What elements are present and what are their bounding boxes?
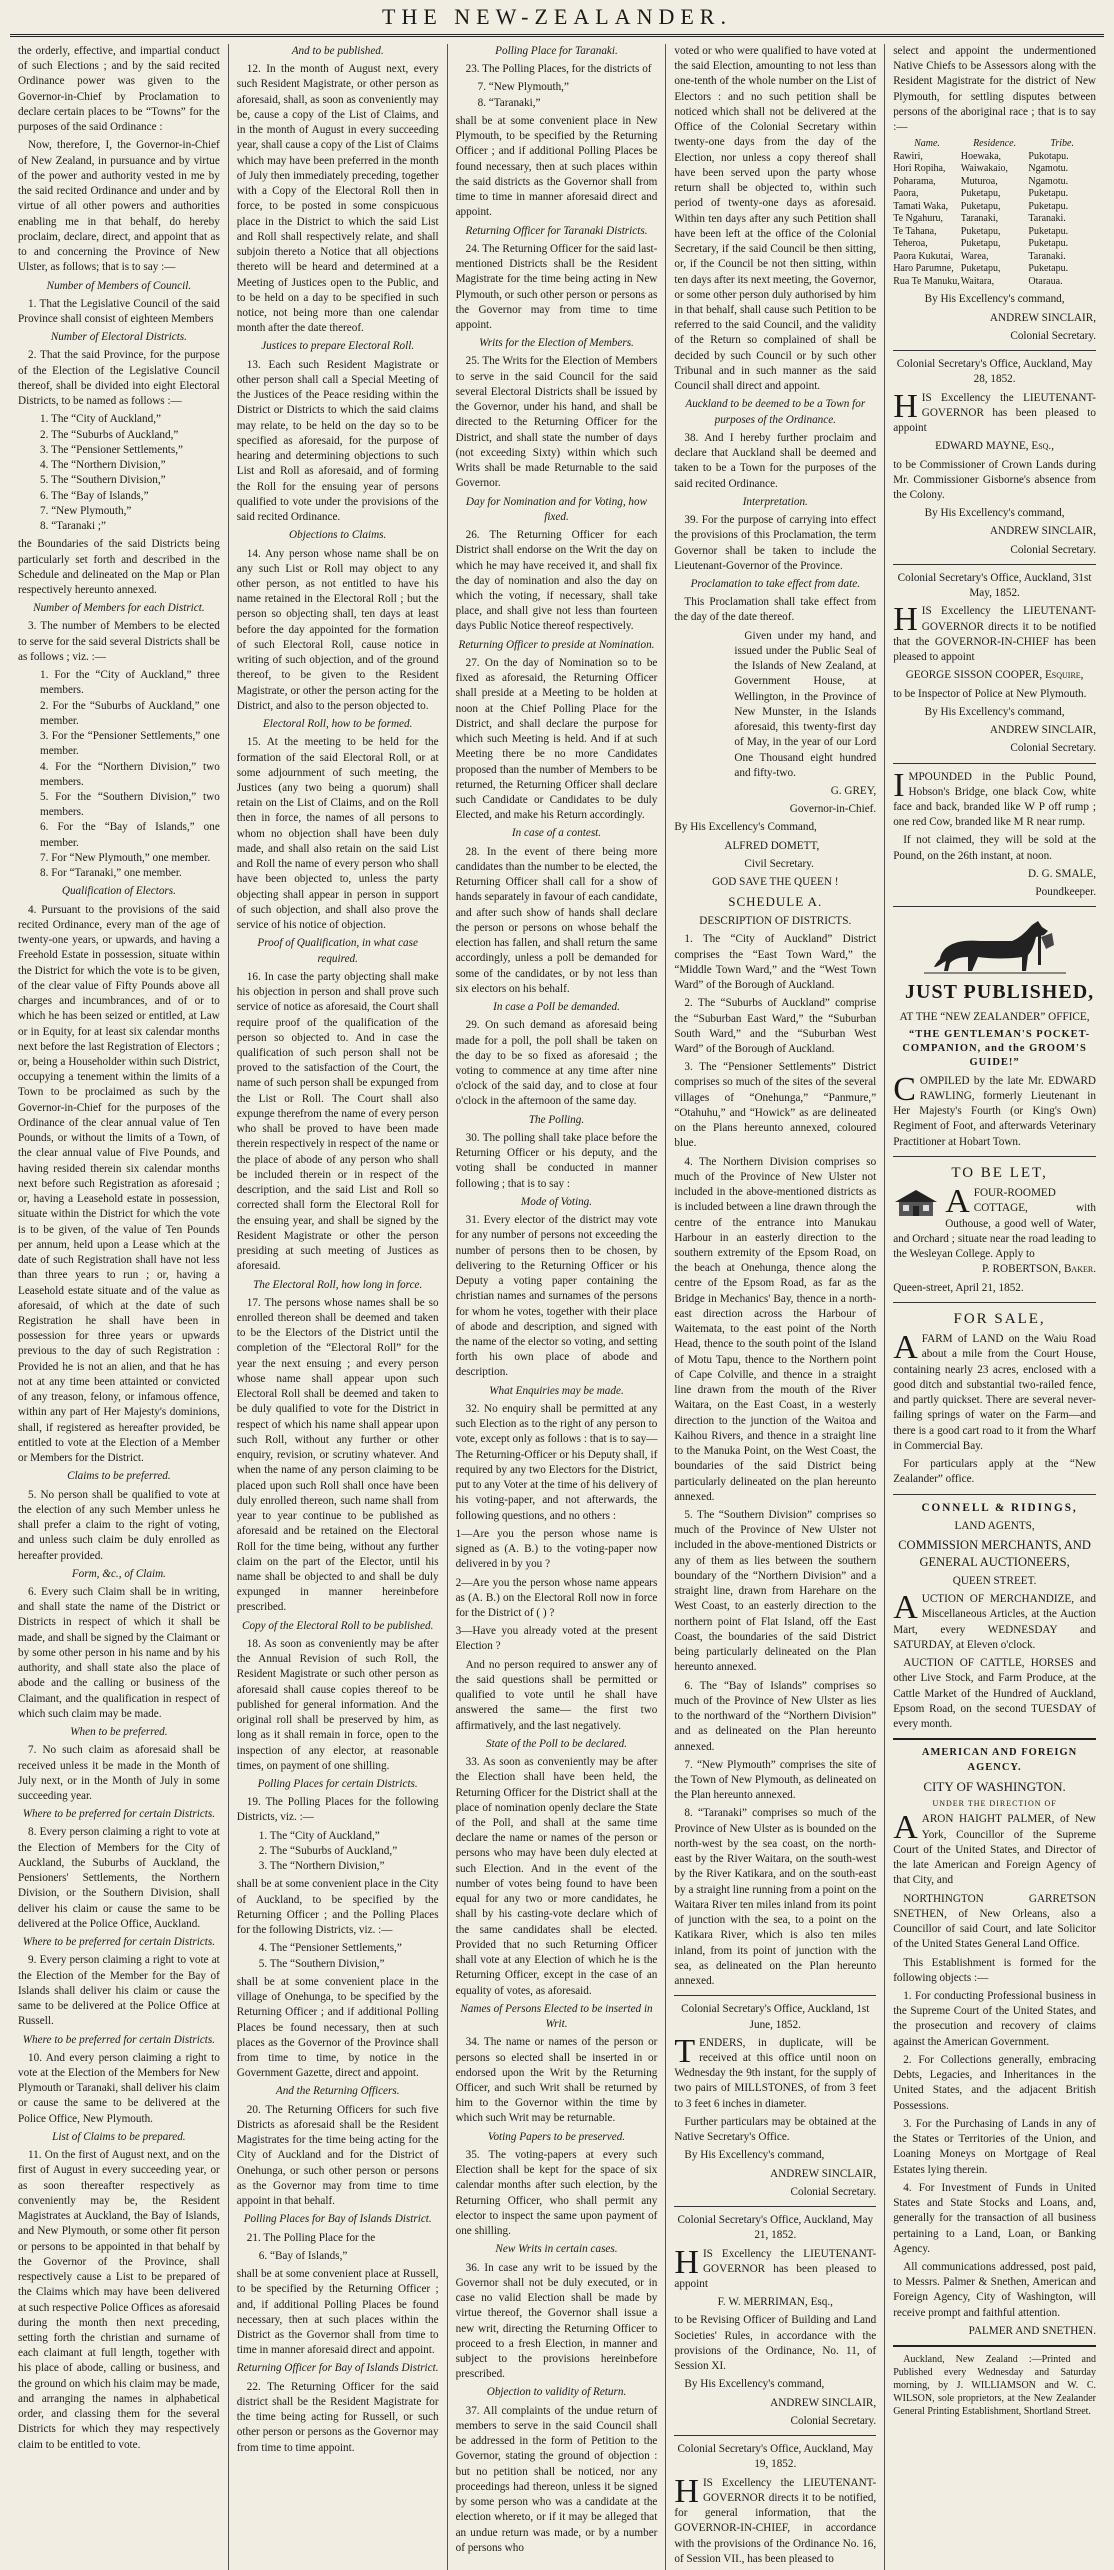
section-heading: List of Claims to be prepared. <box>52 2130 186 2143</box>
list-item: 2. The “Suburbs of Auckland,” <box>258 1844 398 1857</box>
signature: D. G. SMALE, <box>1027 867 1096 880</box>
table-header: Tribe. <box>1050 138 1074 150</box>
paragraph: 1. The “City of Auckland” District comprises the “East Town Ward,” the “Middle Town Ward,” and the “West Town Ward” of the Borough of Auckland. <box>674 933 877 992</box>
paragraph: 32. No enquiry shall be permitted at any such Election as to the right of any person to vote, except only as follows : that is to say— The Returning-Officer or his Deputy shall, if required by any two Electors for the District, put to any Voter at the time of his delivery of his voting-paper, and not afterwards, the following questions, and no others : <box>455 1402 658 1522</box>
list-item: 3. For the “Pensioner Settlements,” one member. <box>40 730 220 758</box>
paragraph: 4. For Investment of Funds in United States and State Stocks and Loans, and, generally for the transaction of all business pertaining to a Land, Loan, or Banking Agency. <box>893 2181 1096 2255</box>
paragraph: AUCTION OF CATTLE, HORSES and other Live Stock, and Farm Produce, at the Cattle Market of the Hundred of Auckland, Epsom Road, on the second TUESDAY of every month. <box>893 1657 1096 1731</box>
paragraph: This Proclamation shall take effect from the day of the date thereof. <box>674 596 877 624</box>
paragraph: 7. No such claim as aforesaid shall be received unless it be made in the Month of July next, or in the Month of July in some succeeding year. <box>18 1744 220 1803</box>
list-item: 8. For “Taranaki,” one member. <box>40 867 182 880</box>
section-heading: Where to be preferred for certain Districts. <box>22 1936 216 1949</box>
book-title: “THE GENTLEMAN'S POCKET-COMPANION, and the GROOM'S GUIDE!” <box>902 1028 1091 1069</box>
ad-subtitle: LAND AGENTS, <box>954 1519 1035 1532</box>
paragraph: 36. In case any writ to be issued by the Governor shall not be duly executed, or in case no valid Election shall be made by virtue thereof, the Governor shall issue a new writ, directing the Returning Officer to proceed to a fresh Election, in manner and subject to the provisions hereinbefore prescribed. <box>455 2261 658 2381</box>
notice-body <box>674 2243 877 2293</box>
notice-text: OMPILED by the late Mr. EDWARD RAWLING, formerly Lieutenant in Her Majesty's Fourth (or King's Own) Regiment of Foot, and afterwards Veterinary Practitioner at Hobart Town. <box>893 1074 1096 1148</box>
signature-title: Poundkeeper. <box>1035 886 1096 899</box>
paragraph: By His Excellency's command, <box>924 293 1065 306</box>
table-cell: Haro Parumne, <box>893 263 954 275</box>
column-3 <box>448 44 667 2570</box>
notice-body <box>893 1070 1096 1150</box>
signature: ALFRED DOMETT, <box>724 839 820 852</box>
paragraph: Further particulars may be obtained at the Native Secretary's Office. <box>674 2115 877 2144</box>
table-cell: Hori Ropiha, <box>893 163 946 175</box>
notice-heading: Colonial Secretary's Office, Auckland, May 28, 1852. <box>896 358 1093 386</box>
paragraph: And no person required to answer any of the said questions shall be permitted or qualified to vote until he shall have answered the same— the first two affirmatively, and the last negatively. <box>455 1658 658 1732</box>
column-1 <box>10 44 229 2570</box>
table-header: Residence. <box>973 138 1017 150</box>
signature: G. GREY, <box>830 785 877 798</box>
table-cell: Otaraua. <box>1028 275 1063 287</box>
list-item: 2. The “Suburbs of Auckland,” <box>40 428 179 441</box>
polling-list <box>237 1941 439 1971</box>
ad-date: Queen-street, April 21, 1852. <box>893 1281 1024 1294</box>
notice-body <box>893 1329 1096 1454</box>
paragraph: 3. The number of Members to be elected to serve for the said several Districts shall be as follows ; viz. :— <box>18 620 220 663</box>
paragraph: 14. Any person whose name shall be on any such List or Roll may object to any other person, as not entitled to have his name retained in the Electoral Roll ; but the person so objecting shall, ten days at least before the day appointed for the formation of such Electoral Roll, cause notice in writing of such objection, and of the ground thereof, to be given to the Resident Magistrate, or other the person acting for the District, and also to the person objected to. <box>236 547 439 712</box>
notice-text: IS Excellency the LIEUTENANT-GOVERNOR has been pleased to appoint <box>893 391 1096 435</box>
paragraph: 37. All complaints of the undue return of members to serve in the said Council shall be addressed in the form of Petition to the Governor, stating the ground of objection : but no petition shall be noticed, nor any proceedings had thereon, unless it be signed by some person who was a candidate at the election whereto, or if it may be alleged that an undue return was made, or by a number of persons who <box>455 2404 658 2554</box>
table-cell: Taranaki, <box>960 213 999 225</box>
table-cell: Puketapu. <box>1028 263 1069 275</box>
table-cell: Te Ngahuru, <box>893 213 944 225</box>
table-cell: Puketapu. <box>1028 188 1069 200</box>
appointee-name: EDWARD MAYNE, Esq., <box>935 440 1055 453</box>
paragraph: 2. That the said Province, for the purpose of the Election of the Legislative Council thereof, shall be divided into eight Electoral Districts, to be named as follows :— <box>18 349 220 408</box>
notice-text: IS Excellency the LIEUTENANT-GOVERNOR directs it to be notified, for general information, that the GOVERNOR-IN-CHIEF, in accordance with the provisions of the Ordinance No. 16, of Session VII., has been pleased to <box>674 2476 877 2565</box>
drop-cap: A <box>893 1809 918 1847</box>
section-heading: In case of a contest. <box>511 827 602 840</box>
paragraph: 34. The name or names of the person or persons so elected shall be inserted in or endorsed upon the Writ by the Returning Officer, and such Writ shall be returned by him to the Governor within the time by which such Writ may be returnable. <box>455 2036 658 2125</box>
section-heading: The Polling. <box>528 1113 585 1126</box>
section-heading: Number of Members of Council. <box>46 279 192 292</box>
signature: PALMER AND SNETHEN. <box>968 2324 1096 2337</box>
section-heading: Returning Officer for Bay of Islands District. <box>236 2362 439 2375</box>
section-heading: Names of Persons Elected to be inserted in Writ. <box>460 2002 653 2031</box>
section-heading: In case a Poll be demanded. <box>493 1001 620 1014</box>
notice-body <box>674 2472 877 2567</box>
masthead-title: THE NEW-ZEALANDER. <box>382 4 732 29</box>
section-heading: Number of Members for each District. <box>33 602 205 615</box>
paragraph: voted or who were qualified to have voted at the said Election, amounting to not less than one-tenth of the whole number on the List of Electors : and no such petition shall be noticed which shall not be delivered at the Office of the Colonial Secretary within twenty-one days from the day of the Election, nor unless a copy thereof shall have been served upon the party whose return shall be objected to, within such period of twenty-one days as aforesaid. Within ten days after any such Petition shall have been left at the office of the Colonial Secretary, if the said Council be then sitting, or, if the Council be not then sitting, within ten days after its next meeting, the Governor, or some other person duly authorised by him in that behalf, shall cause such Petition to be referred to the said Council, and the validity of the Return so complained of shall be decided by such Council or by such other Tribunal and in such manner as the said Council shall direct and appoint. <box>674 45 877 393</box>
drop-cap: C <box>893 1070 916 1108</box>
paragraph: 10. And every person claiming a right to vote at the Election of the Members for New Plymouth or Taranaki, shall deliver his claim or cause the same to be delivered at the Police Office, New Plymouth. <box>18 2051 220 2125</box>
list-item: 3. The “Pensioner Settlements,” <box>40 443 184 456</box>
signature: ANDREW SINCLAIR, <box>989 311 1096 324</box>
signature: ANDREW SINCLAIR, <box>770 2167 877 2180</box>
section-heading: Objection to validity of Return. <box>486 2386 627 2399</box>
column-4 <box>666 44 885 2570</box>
table-cell: Paora, <box>893 188 919 200</box>
paragraph: By His Excellency's command, <box>924 705 1065 718</box>
divider <box>893 1738 1096 1740</box>
paragraph: 8. “Taranaki” comprises so much of the Province of New Ulster as is bounded on the north-west by the sea coast, on the north-east by the River Waitara, on the south-west by the River Katikara, and on the south-east by a straight line running from a point on the Waitara River ten miles inland from its point of junction with the sea, to a point on the Katikara River, which is also ten miles inland, from its point of junction with the sea, as delineated on the Plan hereunto annexed. <box>674 1807 877 1988</box>
divider <box>674 2206 876 2207</box>
paragraph: 39. For the purpose of carrying into effect the provisions of this Proclamation, the term Governor shall be taken to include the Lieutenant-Governor of the Province. <box>674 514 877 572</box>
paragraph: shall be at some convenient place in the City of Auckland, to be specified by the Returning Officer ; and the Polling Places for the following Districts, viz. :— <box>236 1878 439 1937</box>
section-heading: Interpretation. <box>742 495 808 508</box>
signature-title: Governor-in-Chief. <box>789 803 877 816</box>
paragraph: For particulars apply at the “New Zealander” office. <box>893 1458 1096 1486</box>
paragraph: 22. The Returning Officer for the said district shall be the Resident Magistrate for the time being acting for Russell, or such other person or persons as the Governor may from time to time appoint. <box>236 2380 439 2454</box>
district-list <box>18 412 220 534</box>
signature-title: Colonial Secretary. <box>1010 742 1096 755</box>
list-item: 5. The “Southern Division,” <box>258 1957 385 1970</box>
notice-heading: Colonial Secretary's Office, Auckland, 1st June, 1852. <box>681 2003 870 2031</box>
paragraph: 3. For the Purchasing of Lands in any of the States or Territories of the Union, and Loaning Moneys on Mortgage of Real Estates lying therein. <box>893 2117 1096 2176</box>
table-cell: Pukotapu. <box>1028 150 1069 162</box>
signature-title: Colonial Secretary. <box>1010 543 1096 556</box>
section-heading: Justices to prepare Electoral Roll. <box>261 340 415 353</box>
signature: ANDREW SINCLAIR, <box>989 525 1096 538</box>
table-cell: Muturoa, <box>960 175 998 187</box>
paragraph: shall be at some convenient place in New Plymouth, to be specified by the Returning Officer ; and if additional Polling Places be found necessary, then at such places within the said districts as the Governor shall from time to time in manner aforesaid direct and appoint. <box>455 114 658 219</box>
paragraph: By His Excellency's command, <box>684 2378 825 2391</box>
ad-subtitle: AT THE “NEW ZEALANDER” OFFICE, <box>899 1010 1090 1023</box>
table-cell: Puketapu, <box>960 200 1001 212</box>
notice-text: UCTION OF MERCHANDIZE, and Miscellaneous Articles, at the Auction Mart, every WEDNESDAY and SATURDAY, at Eleven o'clock. <box>893 1593 1096 1651</box>
polling-list <box>456 80 658 110</box>
paragraph: 17. The persons whose names shall be so enrolled thereon shall be deemed and taken to be the Electors of the District until the completion of the “Electoral Roll” for the year the next ensuing ; and every person whose name shall appear upon such Electoral Roll shall be deemed and taken to be duly qualified to vote for the District in respect of which his name shall appear upon such Roll, without any further or other enquiry, revision, or scrutiny whatever. And when the name of any person claiming to be placed upon such Roll shall once have been duly enrolled thereon, such name shall from year to year continue to be published as aforesaid and be retained on the Electoral Roll for the time being, without any further claim on the part of the Elector, until his name shall be objected to and shall be duly expunged in manner hereinbefore prescribed. <box>236 1296 439 1614</box>
paragraph: shall be at some convenient place at Russell, to be specified by the Returning Officer ; and, if additional Polling Places be found necessary, then at such places within the District as the Governor shall from time to time in manner aforesaid direct and appoint. <box>236 2268 439 2357</box>
table-cell: Puketapu. <box>1028 238 1069 250</box>
list-item: 1. For the “City of Auckland,” three members. <box>40 669 220 697</box>
paragraph: 29. On such demand as aforesaid being made for a poll, the poll shall be taken on the day to be so fixed as aforesaid ; the voting to commence at any time after nine o'clock of the said day, and to close at four o'clock in the afternoon of the same day. <box>455 1019 658 1108</box>
paragraph: 8. Every person claiming a right to vote at the Election of Members for the City of Auckland, the Suburbs of Auckland, the Pensioners' Settlements, the Northern Division, or the Southern Division, shall deliver his claim or cause the same to be delivered at the Police Office, Auckland. <box>18 1826 220 1930</box>
paragraph: 38. And I hereby further proclaim and declare that Auckland shall be deemed and taken to be a Town for the purposes of the said recited Ordinance. <box>674 431 877 490</box>
table-cell: Puketapu, <box>960 188 1001 200</box>
drop-cap: I <box>893 766 905 804</box>
paragraph: By His Excellency's Command, <box>674 821 817 834</box>
paragraph: All communications addressed, post paid, to Messrs. Palmer & Snethen, American and Foreign Agency, City of Washington, will receive prompt and faithful attention. <box>893 2260 1096 2319</box>
paragraph: 1. For conducting Professional business in the Supreme Court of the United States, and the prosecution and recovery of claims against the American Government. <box>893 1990 1096 2048</box>
list-item: 6. “Bay of Islands,” <box>258 2249 348 2262</box>
paragraph: 15. At the meeting to be held for the formation of the said Electoral Roll, or at some adjournment of such meeting, the Justices (any two being a quorum) shall retain on the List of Claims, and on the Roll then in force, the names of all persons to whom no objection shall have been duly made, and shall also retain on the said List and Roll the name of every person who shall have been objected to, unless the party objecting shall appear in person in support of such objection, and shall also prove the service of his notice of objection. <box>236 736 439 932</box>
ad-subtitle: COMMISSION MERCHANTS, AND GENERAL AUCTIONEERS, <box>898 1538 1091 1569</box>
table-cell: Puketapu, <box>960 238 1001 250</box>
paragraph: 6. The “Bay of Islands” comprises so much of the Province of New Ulster as lies to the northward of the “Northern Division” and as delineated on the Plan hereunto annexed. <box>674 1679 877 1753</box>
notice-text: FOUR-ROOMED COTTAGE, with Outhouse, a good well of Water, and Orchard ; situate near the road leading to the Wesleyan College. Apply to <box>893 1187 1096 1261</box>
paragraph: 1. That the Legislative Council of the said Province shall consist of eighteen Members <box>18 297 220 325</box>
divider <box>893 1302 1096 1303</box>
paragraph: 3. The “Pensioner Settlements” District comprises so much of the sites of the several villages of “Onehunga,” “Panmure,” “Otahuhu,” and “Howick” as are delineated on the Plans hereunto annexed, coloured blue. <box>674 1061 877 1150</box>
table-header: Name. <box>914 138 940 150</box>
table-cell: Hoewaka, <box>960 150 1002 162</box>
paragraph: the Boundaries of the said Districts being particularly set forth and described in the Schedule and delineated on the Map or Plan respectively hereunto annexed. <box>18 538 220 596</box>
drop-cap: T <box>674 2032 696 2070</box>
section-heading: Number of Electoral Districts. <box>50 331 187 344</box>
schedule-subtitle: DESCRIPTION OF DISTRICTS. <box>699 915 852 928</box>
paragraph: 25. The Writs for the Election of Members to serve in the said Council for the said several Electoral Districts shall be issued by the Governor, under his hand, and shall be directed to the Returning Officer for the District, and shall state the number of days (not exceeding Sixty) within which such Writs shall be made Returnable to the said Governor. <box>455 355 658 490</box>
signature: ANDREW SINCLAIR, <box>770 2396 877 2409</box>
question: 3—Have you already voted at the present Election ? <box>455 1625 658 1653</box>
table-cell: Poharama, <box>893 175 936 187</box>
list-item: 8. “Taranaki,” <box>477 96 541 109</box>
section-heading: Polling Places for certain Districts. <box>257 1778 418 1791</box>
section-heading: Mode of Voting. <box>520 1195 593 1208</box>
table-cell: Taranaki. <box>1028 213 1066 225</box>
list-item: 4. The “Northern Division,” <box>40 459 166 472</box>
section-heading: Qualification of Electors. <box>61 885 176 898</box>
table-cell: Puketapu. <box>1028 200 1069 212</box>
section-heading: Copy of the Electoral Roll to be published. <box>241 1619 434 1632</box>
section-heading: Returning Officer to preside at Nomination. <box>458 638 655 651</box>
paragraph: shall be at some convenient place in the village of Onehunga, to be specified by the Returning Officer ; and if additional Polling Places be found necessary, then at such places as the Governor of the Province shall from time to time, by notice in the Government Gazette, direct and appoint. <box>236 1975 439 2080</box>
table-cell: Teheroa, <box>893 238 928 250</box>
paragraph: 16. In case the party objecting shall make his objection in person and shall prove such service of notice as aforesaid, the Court shall require proof of the qualification of the person so objected to. And in case the qualification of such person shall not be proved to the satisfaction of the Court, the name of such person shall be expunged from the List or Roll. The Court shall also expunge therefrom the name of every person who shall be proved to have been made therein respectively in respect of the name or the place of abode of any person who shall be included therein or in respect of the description, and the said List and Roll so corrected shall form the Electoral Roll for the ensuing year, and shall be signed by the Resident Magistrate or other the person presiding at such meeting of Justices as aforesaid. <box>236 970 439 1273</box>
section-heading: The Electoral Roll, how long in force. <box>253 1278 423 1291</box>
table-cell: Puketapu. <box>1028 225 1069 237</box>
list-item: 2. For the “Suburbs of Auckland,” one member. <box>40 699 220 727</box>
ad-subtitle: CITY OF WASHINGTON. <box>923 1778 1066 1794</box>
paragraph: 18. As soon as conveniently may be after the Annual Revision of such Roll, the Resident Magistrate or such other person as aforesaid shall cause copies thereof to be published for general information. And the original roll shall be preserved by him, as long as it shall remain in force, open to the inspection of any elector, at reasonable times, on payment of one shilling. <box>236 1637 439 1772</box>
section-heading: Returning Officer for Taranaki Districts. <box>465 224 648 237</box>
section-heading: And to be published. <box>291 45 384 57</box>
paragraph: 2. For Collections generally, embracing Debts, Legacies, and Inheritances in the United States, and the adjacent British Possessions. <box>893 2053 1096 2112</box>
paragraph: 4. Pursuant to the provisions of the said recited Ordinance, every man of the age of twenty-one years, or upwards, and having a Freehold Estate in possession, situate within the District for which the vote is to be given, of the clear value of Fifty Pounds above all charges and incumbrances, and of or to which he has been seized or entitled, at Law or in Equity, for at least six calendar months next before the last Registration of Electors ; or, being a Householder within such District, occupying a tenement within the limits of a Town to be proclaimed as such by the Governor-in-Chief for the purposes of the Ordinance of the clear annual value of Ten Pounds, or without the limits of a Town, of the clear annual value of Five Pounds, and having resided therein six calendar months next before such Registration as aforesaid ; or, having a Leasehold estate in possession, situate within the District for which the vote is to be given, of the value of Ten Pounds per annum, held upon a Lease which at the date of such Registration shall have not less than three years to run ; or, having a Leasehold estate situate and of the value as aforesaid, of which at the date of such Registration he shall have been in possession for three years or upwards previous to the day of such Registration : Provided he is not an alien, and that he has not at any time been attainted or convicted of any treason, felony, or infamous offence, within any part of Her Majesty's dominions, shall, if registered as hereafter provided, be entitled to vote at the Election of a Member or Members for the District. <box>18 903 220 1465</box>
question: 2—Are you the person whose name appears as (A. B.) on the Electoral Roll now in force for the District of ( ) ? <box>455 1576 658 1619</box>
divider <box>893 1156 1096 1157</box>
paragraph: 9. Every person claiming a right to vote at the Election of the Member for the Bay of Islands shall deliver his claim or cause the same to be delivered at the Police Office at Russell. <box>18 1954 220 2028</box>
notice-body <box>893 766 1096 831</box>
signature: P. ROBERTSON, Baker. <box>981 1263 1096 1276</box>
notice-body <box>893 387 1096 437</box>
paragraph: By His Excellency's command, <box>684 2149 825 2162</box>
paragraph: NORTHINGTON GARRETSON SNETHEN, of New Orleans, also a Councillor of said Court, and late Solicitor of the United States General Land Office. <box>893 1892 1096 1951</box>
paragraph: Given under my hand, and issued under the Public Seal of the Islands of New Zealand, at Government House, at Wellington, in the Province of New Munster, in the Islands aforesaid, this twenty-first day of May, in the year of our Lord One Thousand eight hundred and fifty-two. <box>734 629 877 779</box>
section-heading: Where to be preferred for certain Districts. <box>22 1808 216 1821</box>
paragraph: 5. The “Southern Division” comprises so much of the Province of New Ulster not included in the above-mentioned Districts or any of them as lies between the southern boundary of the “Northern Division” and a straight line, drawn from Harehare on the West Coast, to an easterly direction to the northern point of Flat Island, off the East Coast, the boundaries of the said District being particularly delineated on the Plan hereunto annexed. <box>674 1509 877 1674</box>
list-item: 7. “New Plymouth,” <box>477 81 569 94</box>
paragraph: 35. The voting-papers at every such Election shall be kept for the space of six calendar months after such election, by the Returning Officer, who shall permit any elector to inspect the same upon payment of one shilling. <box>455 2148 658 2238</box>
section-heading: Electoral Roll, how to be formed. <box>262 718 413 731</box>
notice-heading: Colonial Secretary's Office, Auckland, May 21, 1852. <box>677 2214 874 2242</box>
list-item: 4. For the “Northern Division,” two members. <box>40 760 220 788</box>
notice-text: MPOUNDED in the Public Pound, Hobson's Bridge, one black Cow, white face and back, branded like W P off rump ; one red Cow, branded like M R near rump. <box>893 770 1096 829</box>
section-heading: State of the Poll to be declared. <box>486 1737 627 1750</box>
ad-title: AMERICAN AND FOREIGN AGENCY. <box>921 1747 1078 1773</box>
drop-cap: A <box>893 1589 918 1627</box>
masthead <box>10 0 1104 37</box>
ad-title: CONNELL & RIDINGS, <box>921 1501 1078 1514</box>
paragraph: 2. The “Suburbs of Auckland” comprise the “Suburban East Ward,” the “Suburban South Ward,” and the “Suburban West Ward” of the Borough of Auckland. <box>674 997 877 1055</box>
notice-text: ARON HAIGHT PALMER, of New York, Councillor of the Supreme Court of the United States, and Director of the late American and Foreign Agency of that City, and <box>893 1813 1096 1887</box>
section-heading: Proof of Qualification, in what case required. <box>257 937 418 965</box>
paragraph: 27. On the day of Nomination so to be fixed as aforesaid, the Returning Officer shall preside at a Meeting to be holden at noon at the Chief Polling Place for the District, and shall declare the purpose for which such Meeting is held. And if at such Meeting there be no more Candidates proposed than the number of Members to be returned, the Returning Officer shall declare such Candidate or Candidates to be duly Elected, and make his Return accordingly. <box>455 656 658 822</box>
paragraph: 20. The Returning Officers for such five Districts as aforesaid shall be the Resident Magistrates for the time being acting for the City of Auckland and for the District of Onehunga, or such other person or persons as the Governor may from time to time appoint in that behalf. <box>236 2103 439 2208</box>
list-item: 8. “Taranaki ;” <box>40 520 106 533</box>
divider <box>893 1494 1096 1495</box>
paragraph: to be Inspector of Police at New Plymouth. <box>893 687 1087 700</box>
list-item: 4. The “Pensioner Settlements,” <box>258 1942 402 1955</box>
table-cell: Paora Kukutai, <box>893 250 954 262</box>
table-cell: Ngamotu. <box>1028 163 1069 175</box>
paragraph: select and appoint the undermentioned Native Chiefs to be Assessors along with the Resident Magistrate for the district of New Plymouth, for settling disputes between persons of the aboriginal race ; that is to say :— <box>893 45 1096 134</box>
drop-cap: H <box>893 601 918 639</box>
divider <box>893 564 1096 565</box>
notice-heading: Colonial Secretary's Office, Auckland, May 19, 1852. <box>677 2443 874 2471</box>
list-item: 1. The “City of Auckland,” <box>40 413 161 426</box>
paragraph: 24. The Returning Officer for the said last-mentioned Districts shall be the Resident Magistrate for the time being acting in New Plymouth, or such other person or persons as the Governor may from time to time appoint. <box>455 242 658 331</box>
appointee-name: GEORGE SISSON COOPER, Esquire, <box>905 669 1084 682</box>
ad-title: JUST PUBLISHED, <box>905 981 1095 1004</box>
polling-list <box>237 1829 439 1875</box>
paragraph: 12. In the month of August next, every such Resident Magistrate, or other person as aforesaid, shall, as soon as conveniently may be, cause a copy of the List of Claims, and in the month of August in every succeeding year, shall cause a copy of the List of Claims which may have been preferred in the month of July then immediately preceding, together with a Copy of the Electoral Roll then in force, to be posted in some conspicuous place in the District to which the said List and Roll shall respectively relate, and shall subjoin thereto a Notice that all objections thereto will be heard and determined at a Meeting of Justices open to the Public, and to be held on a day to be specified in such notice, not being more than one calendar month after the date thereof. <box>236 63 439 335</box>
section-heading: And the Returning Officers. <box>275 2085 400 2098</box>
appointee-name: F. W. MERRIMAN, Esq., <box>717 2296 833 2309</box>
question: 1—Are you the person whose name is signed as (A. B.) to the voting-paper now delivered in by you ? <box>455 1527 658 1571</box>
polling-list <box>237 2249 439 2264</box>
drop-cap: H <box>674 2243 699 2281</box>
list-item: 1. The “City of Auckland,” <box>258 1829 380 1842</box>
paragraph: This Establishment is formed for the following objects :— <box>893 1956 1096 1984</box>
paragraph: If not claimed, they will be sold at the Pound, on the 26th instant, at noon. <box>893 834 1096 862</box>
section-heading: What Enquiries may be made. <box>489 1384 624 1397</box>
paragraph: the orderly, effective, and impartial conduct of such Elections ; and by the said recited Ordinance power was given to the Governor-in-Chief by Proclamation to declare certain places to be “Towns” for the purposes of the said Ordinance : <box>18 45 220 134</box>
divider <box>674 2435 876 2436</box>
list-item: 7. “New Plymouth,” <box>40 504 132 517</box>
paragraph: 23. The Polling Places, for the districts of <box>465 63 652 76</box>
paragraph: 19. The Polling Places for the following Districts, viz. :— <box>236 1796 439 1824</box>
paragraph: 21. The Polling Place for the <box>246 2231 376 2244</box>
section-heading: Where to be preferred for certain Districts. <box>22 2033 216 2046</box>
notice-body <box>893 1589 1096 1653</box>
section-heading: Form, &c., of Claim. <box>71 1567 166 1580</box>
table-cell: Taranaki. <box>1028 250 1066 262</box>
signature-title: Civil Secretary. <box>744 857 814 870</box>
table-cell: Waitara, <box>960 275 995 287</box>
paragraph: Now, therefore, I, the Governor-in-Chief of New Zealand, in pursuance and by virtue of the power and authority vested in me by the said recited Ordinance and under and by virtue of all other powers and authorities enabling me in that behalf, do hereby proclaim, declare, direct, and appoint that as to and concerning the Province of New Ulster, as follows; that is to say :— <box>18 139 220 274</box>
table-cell: Ngamotu. <box>1028 175 1069 187</box>
section-heading: Polling Place for Taranaki. <box>495 45 618 57</box>
section-heading: Claims to be preferred. <box>67 1470 171 1483</box>
paragraph: to be Revising Officer of Building and Land Societies' Rules, in accordance with the provisions of the Ordinance, No. 11, of Session XI. <box>674 2314 877 2373</box>
section-heading: Auckland to be deemed to be a Town for purposes of the Ordinance. <box>685 398 866 426</box>
paragraph: 13. Each such Resident Magistrate or other person shall call a Special Meeting of the Justices of the Peace residing within the District or Districts to which the said claims may relate, to be held on the day so to be specified as aforesaid, for the purpose of hearing and determining objections to such List and Roll as aforesaid, and of forming the Roll for the ensuing year of persons qualified to vote under the provisions of the said recited Ordinance. <box>236 358 439 524</box>
column-5 <box>885 44 1104 2570</box>
table-cell: Tamati Waka, <box>893 200 949 212</box>
paragraph: 6. Every such Claim shall be in writing, and shall state the name of the District or Districts in respect of which it shall be made, and shall be signed by the Claimant or by some other person in his name and by his authority, and shall state also the place of abode and the calling or business of the Claimant, and the qualification in respect of which such claim may be made. <box>18 1585 220 1720</box>
list-item: 6. The “Bay of Islands,” <box>40 489 149 502</box>
paragraph: 30. The polling shall take place before the Returning Officer or his deputy, and the voting shall be conducted in manner following ; that is to say : <box>455 1131 658 1190</box>
signature-title: Colonial Secretary. <box>790 2414 877 2427</box>
signature-title: Colonial Secretary. <box>790 2185 877 2198</box>
horse-engraving-icon <box>893 915 1096 977</box>
table-cell: Puketapu, <box>960 263 1001 275</box>
column-2 <box>229 44 448 2570</box>
ad-title: FOR SALE, <box>953 1310 1046 1327</box>
list-item: 5. The “Southern Division,” <box>40 474 166 487</box>
paragraph: 33. As soon as conveniently may be after the Election shall have been held, the Returning Officer for the District shall at the place of nomination openly declare the State of the Poll, and shall at the same time declare the name or names of the person or persons who may have been duly elected at such Election. And in the event of the number of votes being found to have been equal for any two or more candidates, he shall by his casting-vote declare which of the same candidates shall be elected. Provided that no such Returning Officer shall vote at any Election of which he is the Returning Officer, except in the case of an equality of votes, as aforesaid. <box>455 1756 658 1997</box>
schedule-title: SCHEDULE A. <box>728 894 823 910</box>
section-heading: Writs for the Election of Members. <box>479 337 634 350</box>
members-list <box>18 668 220 881</box>
paragraph: 4. The Northern Division comprises so much of the Province of New Ulster not included in the above-mentioned districts as is included between a line drawn through the centre of the entrance into Manukau Harbour in an easterly direction to the southern extremity of the Epsom Road, on the beach at Onehunga, thence along the centre of the Epsom Road, as far as the Bridge in Mechanics' Bay, thence in a north-east direction across the Harbour of Waitemata, to the east point of the North Head, thence to the south point of the Island of Motu Tapu, thence to the Northern point of Cape Colville, and thence in a straight line drawn from the mouth of the River Waitara, on the East Coast, in a westerly direction to the junction of the Waitoa and Kaihou Rivers, and thence in a straight line to the Manuka Point, on the West Coast, the boundaries of the said District being particularly delineated on the plan hereunto annexed. <box>674 1155 877 1503</box>
divider <box>893 906 1096 907</box>
signature: ANDREW SINCLAIR, <box>989 724 1096 737</box>
divider <box>674 1995 876 1996</box>
notice-text: ENDERS, in duplicate, will be received at this office until noon on Wednesday the 9th instant, for the supply of two pairs of MILLSTONES, of from 3 feet to 3 feet 6 inches in diameter. <box>674 2036 877 2110</box>
cottage-engraving-icon <box>893 1188 939 1223</box>
notice-text: IS Excellency the LIEUTENANT-GOVERNOR has been pleased to appoint <box>674 2247 877 2291</box>
notice-body <box>893 1809 1096 1888</box>
divider <box>893 350 1096 351</box>
paragraph: 5. No person shall be qualified to vote at the election of any such Member unless he shall prefer a claim to the right of voting, and unless such claim be duly enrolled as hereafter provided. <box>18 1488 220 1562</box>
paragraph: to be Commissioner of Crown Lands during Mr. Commissioner Gisborne's absence from the Colony. <box>893 458 1096 501</box>
list-item: 6. For the “Bay of Islands,” one member. <box>40 821 220 849</box>
table-cell: Rua Te Manuku, <box>893 275 960 287</box>
paragraph: 31. Every elector of the district may vote for any number of persons not exceeding the number of persons then to be chosen, by delivering to the Returning Officer or his Deputy a voting paper containing the christian names and surnames of the persons for whom he votes, together with their place of abode and description, and signed with the name of the elector so voting, and setting forth his own place of abode and description. <box>455 1214 658 1379</box>
list-item: 3. The “Northern Division,” <box>258 1860 385 1873</box>
ad-title: TO BE LET, <box>951 1164 1048 1181</box>
divider <box>893 763 1096 764</box>
paragraph: 11. On the first of August next, and on the first of August in every succeeding year, or as soon thereafter respectively as conveniently may be, the Resident Magistrates at Auckland, the Bay of Islands, and New Plymouth, or some other fit person or persons to be appointed in that behalf by the Governor of the Province, shall respectively cause a List to be prepared of the Claims which may have been delivered at such respective Police Offices as aforesaid during the month then next preceding, setting forth the christian and surname of each claimant at full length, together with his place of abode, calling or business, and the ground on which his claim may be made, and arranging the names in alphabetical order, and classing them for the several Districts for which they may respectively claim to be entitled to vote. <box>18 2149 220 2451</box>
ad-subtitle: UNDER THE DIRECTION OF <box>932 1798 1057 1808</box>
notice-heading: Colonial Secretary's Office, Auckland, 31st May, 1852. <box>897 571 1092 600</box>
paragraph: 26. The Returning Officer for each District shall endorse on the Writ the day on which he may have received it, and shall fix the day of nomination and also the day on which the voting, if necessary, shall take place, and shall give not less than fourteen days Public Notice thereof respectively. <box>455 529 658 633</box>
section-heading: Day for Nomination and for Voting, how fixed. <box>465 495 648 523</box>
section-heading: Polling Places for Bay of Islands District. <box>243 2213 432 2226</box>
drop-cap: A <box>893 1329 918 1367</box>
notice-text: FARM of LAND on the Waiu Road about a mile from the Court House, containing nearly 23 acres, enclosed with a good ditch and substantial two-railed fence, and partly quickset. There are several never-failing springs of water on the Farm—and there is a good cart road to it from the Wharf in Commercial Bay. <box>893 1333 1096 1452</box>
drop-cap: A <box>945 1183 970 1221</box>
section-heading: When to be preferred. <box>70 1726 168 1739</box>
table-cell: Warea, <box>960 250 989 262</box>
paragraph: By His Excellency's command, <box>924 507 1065 520</box>
list-item: 7. For “New Plymouth,” one member. <box>40 851 211 864</box>
table-cell: Waiwakaio, <box>960 163 1009 175</box>
notice-text: IS Excellency the LIEUTENANT-GOVERNOR directs it to be notified that the GOVERNOR-IN-CHIEF has been pleased to appoint <box>893 605 1096 664</box>
columns <box>10 44 1104 2565</box>
signature-title: Colonial Secretary. <box>1010 329 1096 342</box>
list-item: 5. For the “Southern Division,” two members. <box>40 791 220 819</box>
table-cell: Puketapu, <box>960 225 1001 237</box>
section-heading: Proclamation to take effect from date. <box>690 577 860 590</box>
notice-body <box>893 601 1096 665</box>
table-cell: Rawiri, <box>893 150 923 162</box>
notice-body <box>674 2032 877 2112</box>
section-heading: New Writs in certain cases. <box>495 2243 618 2256</box>
god-save-the-queen: GOD SAVE THE QUEEN ! <box>712 876 839 889</box>
paragraph: 7. “New Plymouth” comprises the site of the Town of New Plymouth, as delineated on the Plan hereunto annexed. <box>674 1758 877 1802</box>
section-heading: Voting Papers to be preserved. <box>487 2130 626 2143</box>
imprint: Auckland, New Zealand :—Printed and Published every Wednesday and Saturday morning, by J. WILLIAMSON and W. C. WILSON, sole proprietors, at the New Zealander General Printing Establishment, Shortland Street. <box>893 2354 1096 2418</box>
paragraph: 28. In the event of there being more candidates than the number to be elected, the Returning Officer shall call for a show of hands separately in favour of each candidate, and after such show of hands shall declare the person or persons on whose behalf the election has fallen, and shall return the same accordingly, unless a poll be demanded for some of the candidates, or by not less than six electors on his behalf. <box>455 845 658 995</box>
assessor-table <box>893 138 1096 288</box>
drop-cap: H <box>893 387 918 425</box>
notice-body <box>893 1183 1096 1262</box>
section-heading: Objections to Claims. <box>289 529 387 542</box>
divider <box>893 2345 1096 2347</box>
ad-subtitle: QUEEN STREET. <box>952 1575 1037 1587</box>
table-cell: Te Tahana, <box>893 225 937 237</box>
drop-cap: H <box>674 2472 699 2510</box>
